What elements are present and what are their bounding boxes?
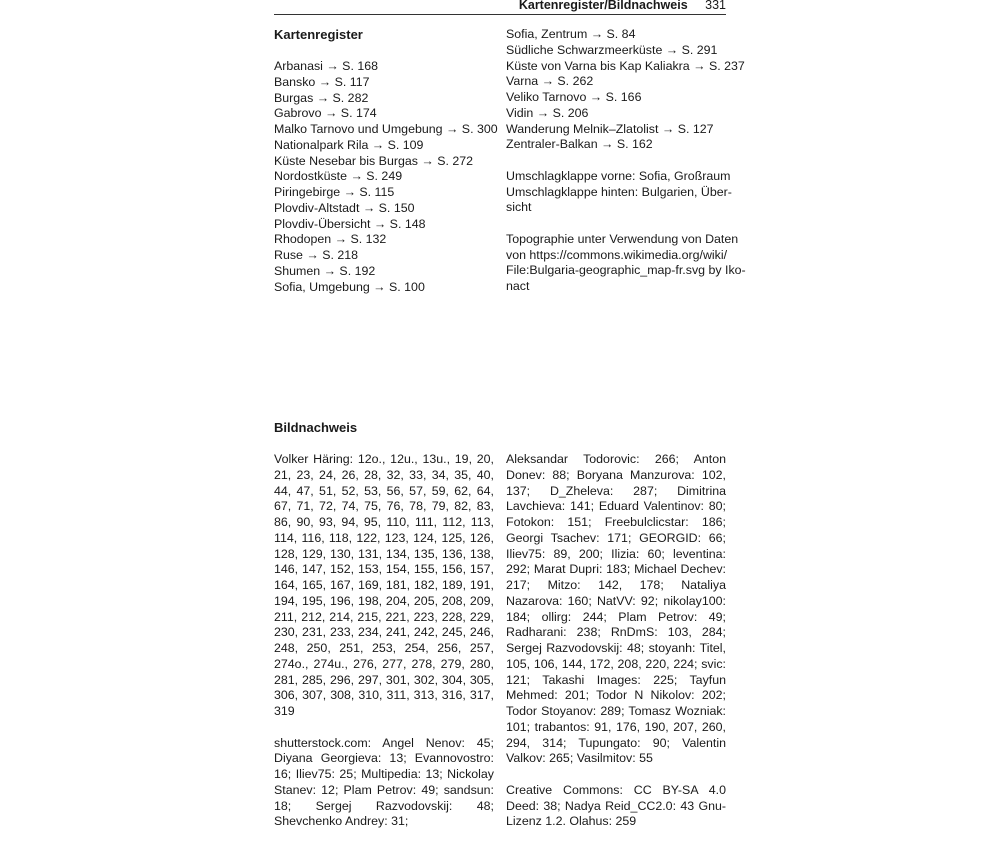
map-entry-rhodopen: Rhodopen → S. 132 <box>274 232 387 247</box>
topographie-line: File:Bulgaria-geographic_map-fr.svg by Iko- <box>506 263 746 278</box>
topographie-line: nact <box>506 279 530 293</box>
running-head <box>519 0 726 12</box>
map-entry-piringebirge: Piringebirge → S. 115 <box>274 185 395 199</box>
running-head-title: Kartenregister/Bildnachweis <box>518 0 688 12</box>
map-entry-arbanasi: Arbanasi → S. 168 <box>274 59 379 73</box>
kartenregister-right-list <box>506 27 746 295</box>
bildnachweis-left-column <box>274 452 494 846</box>
map-entry-vidin: Vidin → S. 206 <box>506 105 589 120</box>
map-entry-nationalpark-rila: Nationalpark Rila → S. 109 <box>274 137 424 152</box>
map-entry-varna: Varna → S. 262 <box>506 74 594 89</box>
map-entry-shumen: Shumen → S. 192 <box>274 263 376 278</box>
credit-paragraph-creative-commons: Creative Commons: CC BY-SA 4.0 Deed: 38; Nadya Reid_CC2.0: 43 Gnu-Lizenz 1.2. Olahus: 259 <box>506 782 726 829</box>
header-rule <box>274 14 726 15</box>
map-entry-zentraler-balkan: Zentraler-Balkan → S. 162 <box>506 137 653 152</box>
topographie-line: von https://commons.wikimedia.org/wiki/ <box>506 247 728 262</box>
umschlag-line: Umschlagklappe vorne: Sofia, Großraum <box>506 168 731 183</box>
topographie-line: Topographie unter Verwendung von Daten <box>506 231 739 246</box>
map-entry-wanderung-melnik: Wanderung Melnik–Zlatolist → S. 127 <box>506 121 714 136</box>
bildnachweis-heading: Bildnachweis <box>274 420 358 435</box>
map-entry-veliko-tarnovo: Veliko Tarnovo → S. 166 <box>506 90 642 104</box>
bildnachweis-right-column <box>506 452 726 846</box>
map-entry-suedliche-schwarzmeerkueste: Südliche Schwarzmeerküste → S. 291 <box>506 42 718 57</box>
map-entry-ruse: Ruse → S. 218 <box>274 248 359 262</box>
map-entry-nordostkueste: Nordostküste → S. 249 <box>274 169 403 184</box>
credit-paragraph-shutterstock: shutterstock.com: Angel Nenov: 45; Diyana Georgieva: 13; Evannovostro: 16; Iliev75: 25; Multipedia: 13; Nickolay Stanev: 12; Plam Petrov: 49; sandsun: 18; Sergej Razvodovskij: 48; Shevchenko Andrey: 31; <box>274 735 494 829</box>
page-number: 331 <box>705 0 726 12</box>
map-entry-sofia-umgebung: Sofia, Umgebung → S. 100 <box>274 279 425 294</box>
map-entry-sofia-zentrum: Sofia, Zentrum → S. 84 <box>506 27 636 41</box>
umschlag-line: sicht <box>506 200 532 215</box>
map-entry-malko-tarnovo: Malko Tarnovo und Umgebung → S. 300 <box>274 122 498 136</box>
map-entry-kueste-varna: Küste von Varna bis Kap Kaliakra → S. 237 <box>506 58 745 73</box>
umschlag-line: Umschlagklappe hinten: Bulgarien, Über- <box>506 184 732 199</box>
kartenregister-left-list <box>274 59 498 295</box>
credit-paragraph-volker-haering: Volker Häring: 12o., 12u., 13u., 19, 20, 21, 23, 24, 26, 28, 32, 33, 34, 35, 40, 44, 47, 51, 52, 53, 56, 57, 59, 62, 64, 67, 71, 72, 74, 75, 76, 78, 79, 82, 83, 86, 90, 93, 94, 95, 110, 111, 112, 113, 114, 116, 118, 122, 123, 124, 125, 126, 128, 129, 130, 131, 134, 135, 136, 138, 146, 147, 152, 153, 154, 155, 156, 157, 164, 165, 167, 169, 181, 182, 189, 191, 194, 195, 196, 198, 204, 205, 208, 209, 211, 212, 214, 215, 221, 223, 228, 229, 230, 231, 233, 234, 241, 242, 245, 246, 248, 250, 251, 253, 254, 256, 257, 274o., 274u., 276, 277, 278, 279, 280, 281, 285, 296, 297, 301, 302, 304, 305, 306, 307, 308, 310, 311, 313, 316, 317, 319 <box>274 452 494 718</box>
map-entry-kueste-nesebar: Küste Nesebar bis Burgas → S. 272 <box>274 153 474 168</box>
map-entry-bansko: Bansko → S. 117 <box>274 74 370 89</box>
map-entry-burgas: Burgas → S. 282 <box>274 90 369 105</box>
kartenregister-heading: Kartenregister <box>274 27 363 42</box>
credit-paragraph-shutterstock-continued: Aleksandar Todorovic: 266; Anton Donev: 88; Boryana Manzurova: 102, 137; D_Zheleva: 287; Dimitrina Lavchieva: 141; Eduard Valentinov: 80; Fotokon: 151; Freebulclicstar: 186; Georgi Tsachev: 171; GEORGID: 66; Iliev75: 89, 200; Ilizia: 60; leventina: 292; Marat Dupri: 183; Michael Dechev: 217; Mitzo: 142, 178; Nataliya Nazarova: 160; NatVV: 92; nikolay100: 184; ollirg: 244; Plam Petrov: 49; Radharani: 238; RnDmS: 103, 284; Sergej Razvodovskij: 48; stoyanh: Titel, 105, 106, 144, 172, 208, 220, 224; svic: 121; Takashi Images: 225; Tayfun Mehmed: 201; Todor N Nikolov: 202; Todor Stoyanov: 289; Tomasz Wozniak: 101; trabantos: 91, 176, 190, 207, 260, 294, 314; Tupungato: 90; Valentin Valkov: 265; Vasilmitov: 55 <box>506 452 726 766</box>
map-entry-gabrovo: Gabrovo → S. 174 <box>274 106 377 121</box>
map-entry-plovdiv-uebersicht: Plovdiv-Übersicht → S. 148 <box>274 216 426 231</box>
map-entry-plovdiv-altstadt: Plovdiv-Altstadt → S. 150 <box>274 200 415 215</box>
